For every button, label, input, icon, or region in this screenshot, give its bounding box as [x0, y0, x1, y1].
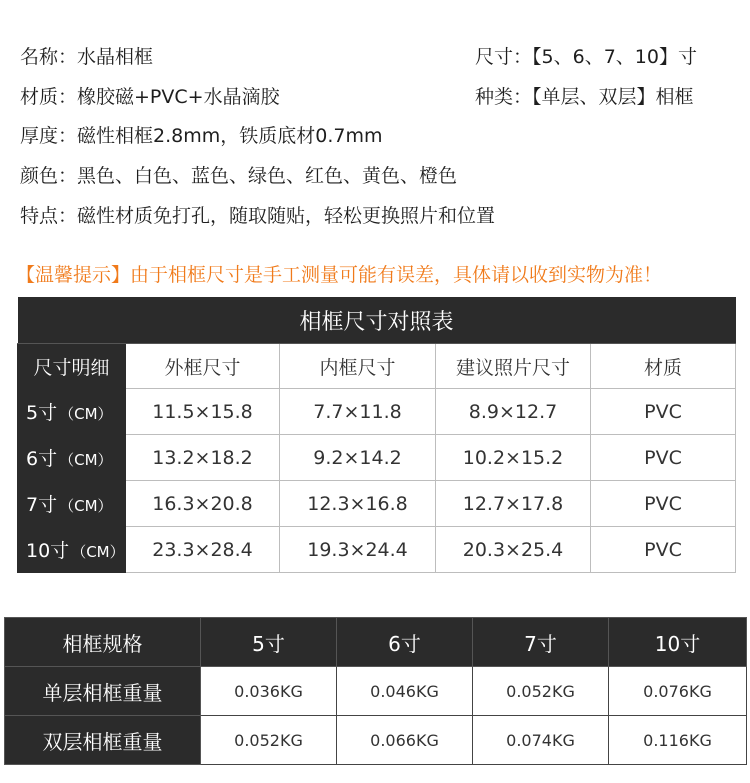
weight-cell: 0.076KG	[609, 667, 747, 716]
weight-cell: 0.074KG	[473, 716, 609, 765]
spec-thickness-label: 厚度：	[20, 125, 78, 147]
size-row-size: 5寸	[26, 402, 58, 424]
weight-row-label: 单层相框重量	[5, 667, 201, 716]
spec-thickness	[20, 124, 382, 148]
size-row-inner: 19.3×24.4	[280, 527, 436, 573]
size-row-photo: 12.7×17.8	[436, 481, 591, 527]
size-row-inner: 9.2×14.2	[280, 435, 436, 481]
size-table-header-inner: 内框尺寸	[280, 344, 436, 389]
size-table-title: 相框尺寸对照表	[18, 297, 736, 344]
spec-size-value: 【5、6、7、10】寸	[532, 46, 697, 68]
size-row-size: 10寸	[26, 540, 70, 562]
size-table-header-photo: 建议照片尺寸	[436, 344, 591, 389]
weight-cell: 0.046KG	[337, 667, 473, 716]
size-row-material: PVC	[591, 435, 736, 481]
spec-color-label: 颜色：	[20, 165, 78, 187]
size-row-inner: 12.3×16.8	[280, 481, 436, 527]
table-row	[18, 527, 736, 573]
spec-material-label: 材质：	[20, 86, 78, 108]
weight-header-6: 6寸	[337, 618, 473, 667]
size-row-material: PVC	[591, 481, 736, 527]
size-row-photo: 8.9×12.7	[436, 389, 591, 435]
weight-cell: 0.066KG	[337, 716, 473, 765]
weight-cell: 0.036KG	[201, 667, 337, 716]
spec-thickness-value: 磁性相框2.8mm，铁质底材0.7mm	[77, 125, 383, 147]
table-row	[18, 435, 736, 481]
size-row-photo: 10.2×15.2	[436, 435, 591, 481]
table-row	[18, 481, 736, 527]
size-row-material: PVC	[591, 389, 736, 435]
weight-cell: 0.116KG	[609, 716, 747, 765]
weight-header-10: 10寸	[609, 618, 747, 667]
size-row-outer: 16.3×20.8	[126, 481, 280, 527]
spec-feature-value: 磁性材质免打孔，随取随贴，轻松更换照片和位置	[77, 205, 496, 227]
size-row-label	[18, 481, 126, 527]
spec-type-value: 【单层、双层】相框	[532, 86, 694, 108]
size-row-outer: 11.5×15.8	[126, 389, 280, 435]
size-table-header-row	[18, 344, 736, 389]
size-table-title-row	[18, 297, 736, 344]
weight-cell: 0.052KG	[473, 667, 609, 716]
weight-header-7: 7寸	[473, 618, 609, 667]
spec-material-value: 橡胶磁+PVC+水晶滴胶	[77, 86, 280, 108]
size-table-header-detail: 尺寸明细	[18, 344, 126, 389]
table-row	[5, 667, 747, 716]
table-row	[18, 389, 736, 435]
spec-name-label: 名称：	[20, 46, 78, 68]
spec-size-label: 尺寸：	[475, 46, 533, 68]
weight-table	[4, 617, 747, 765]
size-row-label	[18, 527, 126, 573]
size-row-unit: （CM）	[71, 543, 125, 561]
warning-note: 【温馨提示】由于相框尺寸是手工测量可能有误差，具体请以收到实物为准！	[16, 264, 663, 286]
size-row-size: 7寸	[26, 494, 58, 516]
spec-size	[475, 45, 697, 69]
spec-material	[20, 85, 280, 109]
weight-table-header-row	[5, 618, 747, 667]
size-row-material: PVC	[591, 527, 736, 573]
size-row-outer: 23.3×28.4	[126, 527, 280, 573]
size-row-unit: （CM）	[59, 405, 113, 423]
weight-row-label: 双层相框重量	[5, 716, 201, 765]
weight-header-5: 5寸	[201, 618, 337, 667]
spec-type-label: 种类：	[475, 86, 533, 108]
size-row-label	[18, 435, 126, 481]
size-table	[17, 297, 736, 573]
size-row-label	[18, 389, 126, 435]
spec-name	[20, 45, 153, 69]
spec-color-value: 黑色、白色、蓝色、绿色、红色、黄色、橙色	[77, 165, 458, 187]
size-row-inner: 7.7×11.8	[280, 389, 436, 435]
size-row-size: 6寸	[26, 448, 58, 470]
spec-color	[20, 164, 457, 188]
table-row	[5, 716, 747, 765]
size-row-unit: （CM）	[59, 451, 113, 469]
size-row-outer: 13.2×18.2	[126, 435, 280, 481]
spec-feature	[20, 204, 495, 228]
size-row-photo: 20.3×25.4	[436, 527, 591, 573]
size-table-header-material: 材质	[591, 344, 736, 389]
weight-header-spec: 相框规格	[5, 618, 201, 667]
spec-feature-label: 特点：	[20, 205, 78, 227]
spec-type	[475, 85, 694, 109]
weight-cell: 0.052KG	[201, 716, 337, 765]
size-table-header-outer: 外框尺寸	[126, 344, 280, 389]
size-row-unit: （CM）	[59, 497, 113, 515]
spec-name-value: 水晶相框	[77, 46, 154, 68]
